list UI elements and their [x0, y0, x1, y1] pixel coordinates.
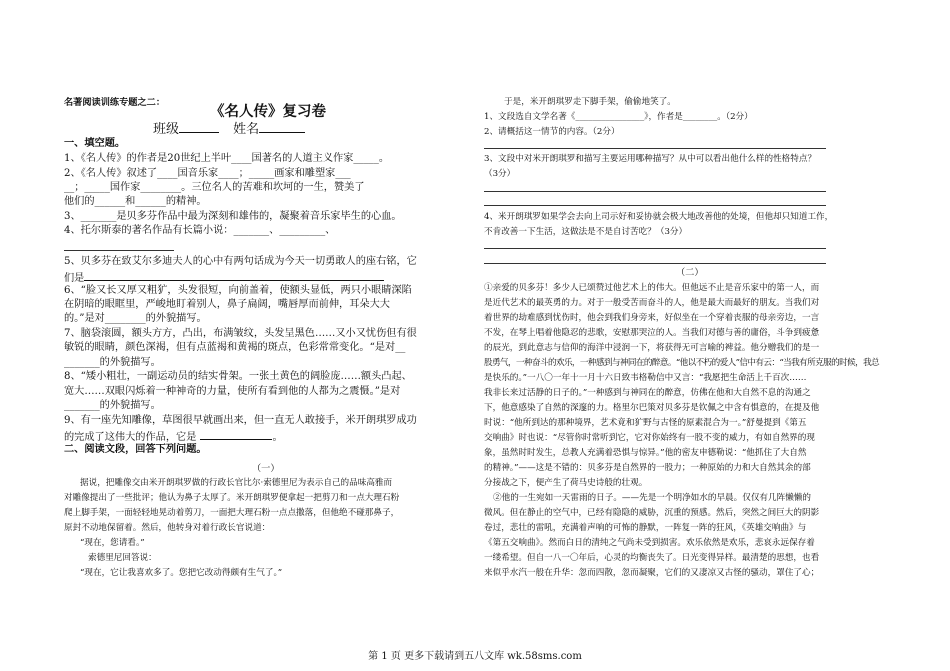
passage1-dialogue: “现在，您请看。” [80, 538, 145, 548]
question-7-line-3: _______的外貌描写。 [64, 357, 161, 368]
class-name-line [153, 121, 305, 136]
passage2-line: 股勇气，一种奋斗的欢乐，一种感到与神同在的醉意。“他以不朽的爱人”信中有云：“当我有所克服的时候，我总 [484, 358, 880, 368]
question-9-line-1: 9、有一座先知雕像，草图很早就画出来，但一直无人敢接手，米开朗琪罗成功 [64, 415, 417, 426]
right-question-2: 2、请概括这一情节的内容。（2分） [484, 127, 620, 137]
answer-blank [200, 428, 272, 440]
passage2-line: 是快乐的。”一八〇一年十一月十六日致韦格勒信中又言：“我愿把生命活上千百次…… [484, 373, 807, 383]
question-5-line-1: 5、贝多芬在致艾尔多迪夫人的心中有两句话成为今天一切勇敢人的座右铭，它 [64, 256, 417, 267]
passage1-dialogue: 索德里尼回答说： [88, 553, 157, 563]
answer-line [484, 191, 826, 192]
passage1-line: 据说，把雕像交由米开朗琪罗做的行政长官比尔·索德里尼为表示自己的品味高雅而 [80, 478, 393, 488]
answer-line [484, 248, 826, 249]
passage3-line: 来似乎水汽一般在升华：忽而四散，忽而凝聚，它们的又凄凉又古怪的骚动，罩住了心； [484, 568, 820, 578]
question-6-line-2: 在阴暗的眼眶里，严峻地盯着别人，鼻子扁阔，嘴唇厚而前伸，耳朵大大 [64, 299, 390, 310]
passage2-line: ①亲爱的贝多芬！多少人已颂赞过他艺术上的伟大。但他远不止是音乐家中的第一人，而 [484, 283, 820, 293]
class-label: 班级 [153, 122, 180, 137]
passage2-line: 分接战之下，便产生了荷马史诗般的壮观。 [484, 478, 648, 488]
name-label: 姓名 [233, 122, 260, 137]
passage2-line: 的辰光，到此意志与信仰的海洋中浸润一下，将获得无可言喻的裨益。他分赠我们的是一 [484, 343, 820, 353]
page-footer: 第 1 页 更多下载请到五八文库 wk.58sms.com [368, 651, 582, 662]
right-question-3-line-2: （3分） [484, 169, 516, 179]
right-question-4-line-2: 不肯改善一下生活，这做法是不是自讨苦吃？（3分） [484, 227, 688, 237]
question-5-line-2 [64, 269, 384, 285]
question-1: 1、《名人传》的作者是20世纪上半叶____国著名的人道主义作家_____。 [64, 153, 390, 164]
passage2-line: 下，他意感染了自然的深邃的力。格里尔巴策对贝多芬是钦佩之中含有惧意的，在提及他 [484, 403, 820, 413]
question-7-line-2: 敏锐的眼睛，颜色深褐，但有点蓝褐和黄褐的斑点，色彩常常变化。“是对__ [64, 342, 406, 353]
question-6-line-1: 6、“脸又长又厚又粗犷，头发很短，向前盖着，使额头显低，两只小眼睛深陷 [64, 285, 412, 296]
question-2-line-2: __；_____国作家________。三位名人的苦难和坎坷的一生，赞美了 [64, 182, 365, 193]
question-9-line-2: 的完成了这伟大的作品，它是 。 [64, 428, 283, 444]
passage3-line: 一缕希望。但自一八一〇年后，心灵的均衡丧失了。日光变得异样。最清楚的思想，也看 [484, 553, 820, 563]
passage3-line: ②他的一生宛如一天雷雨的日子。——先是一个明净如水的早晨。仅仅有几阵懒懒的 [493, 493, 811, 503]
right-question-1: 1、文段选自文学名著《________________》，作者是________。（2分） [484, 112, 753, 122]
question-9-text: 的完成了这伟大的作品，它是 [64, 432, 197, 443]
question-2-line-3: 他们的______和______的精神。 [64, 196, 207, 207]
passage1-line: 原封不动地保留着。然后，他转身对着行政长官说道： [64, 523, 271, 533]
passage2-line: 时说：“他所到达的那种境界，艺术竟和犷野与古怪的原素混合为一。”舒曼提到《第五 [484, 418, 807, 428]
question-4-line-1: 4、托尔斯泰的著名作品有长篇小说：_______、_________、 [64, 225, 336, 236]
passage2-line: 的精神。”——这是不错的：贝多芬是自然界的一股力；一种原始的力和大自然其余的部 [484, 463, 811, 473]
passage1-label: （一） [252, 463, 280, 474]
section1-heading: 一、填空题。 [64, 137, 126, 149]
question-8-line-3: _______的外貌描写。 [64, 400, 161, 411]
topic-label: 名著阅读训练专题之二： [64, 97, 166, 108]
answer-line [484, 148, 826, 149]
passage2-line: 交响曲》时也说：“尽管你时常听到它，它对你始终有一股不变的威力，有如自然界的现 [484, 433, 815, 443]
answer-line [484, 263, 826, 264]
answer-line [64, 250, 174, 251]
right-question-4-line-1: 4、米开朗琪罗如果学会去向上司示好和妥协就会极大地改善他的处境，但他却只知道工作， [484, 212, 834, 222]
question-3: 3、_______是贝多芬作品中最为深刻和雄伟的，凝聚着音乐家毕生的心血。 [64, 211, 402, 222]
question-2-line-1: 2、《名人传》叙述了____国音乐家____；_____画家和雕塑家___ [64, 168, 351, 179]
passage2-label: （二） [676, 267, 704, 278]
question-6-line-3: 的。”是对________的外貌描写。 [64, 313, 207, 324]
question-8-line-2: 宽大……双眼闪烁着一种神奇的力量，使所有看到他的人都为之震慑。”是对 [64, 386, 401, 397]
passage2-line: 着世界的劫难感到忧伤时，他会到我们身旁来，好似坐在一个穿着丧服的母亲旁边，一言 [484, 313, 820, 323]
passage1-dialogue: “现在，它让我喜欢多了。您把它改动得颇有生气了。” [80, 568, 283, 578]
question-5-text: 们是 [64, 273, 85, 284]
right-question-3-line-1: 3、文段中对米开朗琪罗和描写主要运用哪种描写？从中可以看出他什么样的性格特点？ [484, 154, 817, 164]
question-8-line-1: 8、“矮小粗壮，一副运动员的结实骨架。一张土黄色的阔脸庞……额头凸起、 [64, 371, 412, 382]
class-blank [179, 121, 219, 133]
passage3-line: 微风。但在静止的空气中，已经有隐隐的威胁，沉重的预感。然后，突然之间巨大的阴影 [484, 508, 820, 518]
page-title: 《名人传》复习卷 [210, 103, 326, 120]
passage3-line: 卷过，悲壮的雷吼，充满着声响的可怖的静默，一阵复一阵的狂风，《英雄交响曲》与 [484, 523, 807, 533]
passage2-line: 不发，在琴上唱着他隐忍的悲歌，安慰那哭泣的人。当我们对德与善的庸俗，斗争到疲惫 [484, 328, 820, 338]
question-7-line-1: 7、脑袋滚圆，额头方方，凸出，布满皱纹，头发呈黑色……又小又忧伤但有很 [64, 328, 417, 339]
passage3-line: 《第五交响曲》。然而白日的清纯之气尚未受到损害。欢乐依然是欢乐，悲哀永远保存着 [484, 538, 815, 548]
name-blank [259, 121, 305, 133]
passage2-line: 象，虽然时时发生，总教人充满着恐惧与惊异。”他的密友申德勒说：“他抓住了大自然 [484, 448, 807, 458]
section2-heading: 二、阅读文段，回答下列问题。 [64, 443, 207, 455]
passage1-continuation: 于是，米开朗琪罗走下脚手架，偷偷地笑了。 [504, 97, 676, 107]
passage2-line: 是近代艺术的最英勇的力。对于一般受苦而奋斗的人，他是最大而最好的朋友。当我们对 [484, 298, 820, 308]
passage1-line: 对雕像提出了一些批评；他认为鼻子太厚了。米开朗琪罗便拿起一把剪刀和一点大理石粉 [64, 493, 400, 503]
passage2-line: 我非长来过活静的日子的。”一种感到与神同在的醉意，仿佛在他和大自然不息的沟通之 [484, 388, 811, 398]
passage1-line: 爬上脚手架，一面轻轻地晃动着剪刀，一面把大理石粉一点点撒落，但他绝不碰那鼻子， [64, 508, 400, 518]
answer-blank [84, 269, 384, 281]
answer-line [484, 205, 826, 206]
